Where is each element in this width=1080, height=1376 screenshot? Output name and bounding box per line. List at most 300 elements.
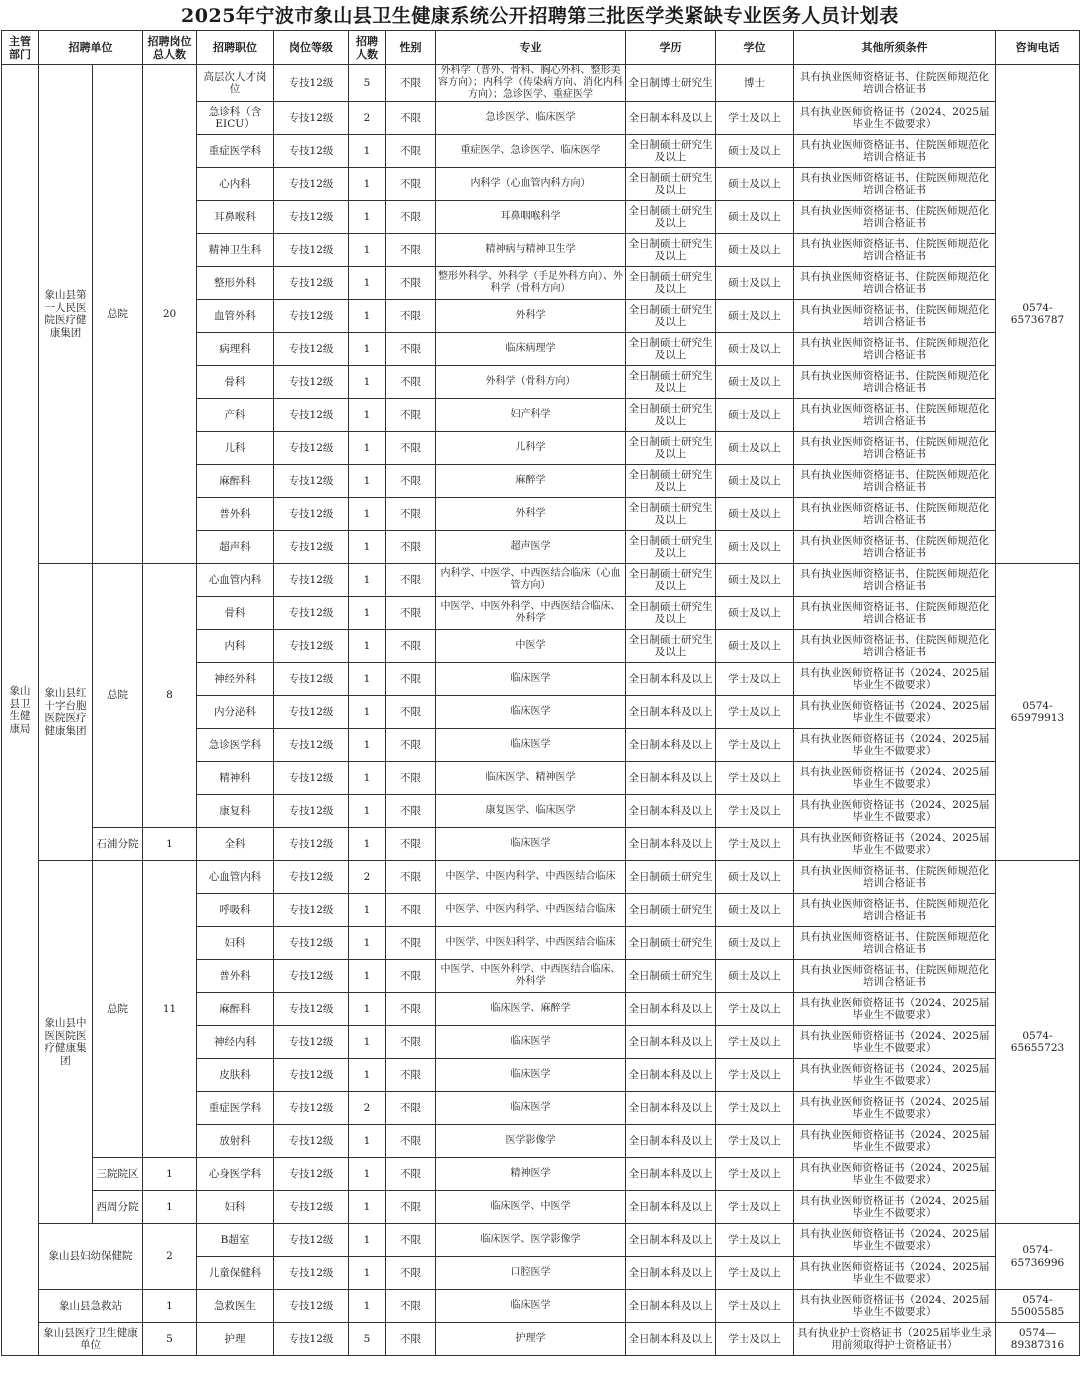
level-cell: 专技12级 [274, 267, 349, 300]
gender-cell: 不限 [386, 927, 436, 960]
position-cell: 麻醉科 [197, 465, 274, 498]
position-cell: 放射科 [197, 1125, 274, 1158]
count-cell: 1 [349, 960, 386, 993]
education-cell: 全日制硕士研究生 [626, 894, 716, 927]
level-cell: 专技12级 [274, 729, 349, 762]
gender-cell: 不限 [386, 333, 436, 366]
major-cell: 口腔医学 [436, 1257, 626, 1290]
total-cell: 11 [143, 861, 197, 1158]
degree-cell: 硕士及以上 [716, 267, 794, 300]
position-cell: 急诊医学科 [197, 729, 274, 762]
level-cell: 专技12级 [274, 1125, 349, 1158]
education-cell: 全日制硕士研究生及以上 [626, 201, 716, 234]
gender-cell: 不限 [386, 1059, 436, 1092]
degree-cell: 硕士及以上 [716, 861, 794, 894]
education-cell: 全日制本科及以上 [626, 1125, 716, 1158]
position-cell: 内科 [197, 630, 274, 663]
degree-cell: 学士及以上 [716, 1323, 794, 1356]
degree-cell: 学士及以上 [716, 1290, 794, 1323]
major-cell: 临床病理学 [436, 333, 626, 366]
header-degree: 学位 [716, 31, 794, 65]
subunit-cell: 总院 [93, 65, 143, 564]
major-cell: 临床医学、麻醉学 [436, 993, 626, 1026]
education-cell: 全日制硕士研究生及以上 [626, 168, 716, 201]
degree-cell: 硕士及以上 [716, 300, 794, 333]
position-cell: 精神科 [197, 762, 274, 795]
conditions-cell: 具有执业医师资格证书（2024、2025届毕业生不做要求） [794, 102, 996, 135]
gender-cell: 不限 [386, 1224, 436, 1257]
phone-cell: 0574-65979913 [996, 564, 1080, 861]
major-cell: 中医学、中医内科学、中西医结合临床 [436, 894, 626, 927]
gender-cell: 不限 [386, 1191, 436, 1224]
education-cell: 全日制本科及以上 [626, 1158, 716, 1191]
major-cell: 护理学 [436, 1323, 626, 1356]
gender-cell: 不限 [386, 366, 436, 399]
gender-cell: 不限 [386, 762, 436, 795]
gender-cell: 不限 [386, 234, 436, 267]
degree-cell: 博士 [716, 65, 794, 102]
conditions-cell: 具有执业医师资格证书、住院医师规范化培训合格证书 [794, 201, 996, 234]
unit-cell: 象山县医疗卫生健康单位 [39, 1323, 143, 1356]
position-cell: 骨科 [197, 597, 274, 630]
major-cell: 重症医学、急诊医学、临床医学 [436, 135, 626, 168]
gender-cell: 不限 [386, 267, 436, 300]
conditions-cell: 具有执业医师资格证书、住院医师规范化培训合格证书 [794, 135, 996, 168]
education-cell: 全日制硕士研究生及以上 [626, 432, 716, 465]
level-cell: 专技12级 [274, 201, 349, 234]
position-cell: 普外科 [197, 960, 274, 993]
education-cell: 全日制硕士研究生及以上 [626, 135, 716, 168]
table-row [2, 1290, 1080, 1323]
degree-cell: 硕士及以上 [716, 366, 794, 399]
education-cell: 全日制硕士研究生及以上 [626, 564, 716, 597]
conditions-cell: 具有执业医师资格证书、住院医师规范化培训合格证书 [794, 531, 996, 564]
degree-cell: 硕士及以上 [716, 927, 794, 960]
total-cell: 1 [143, 1158, 197, 1191]
major-cell: 内科学（心血管内科方向） [436, 168, 626, 201]
education-cell: 全日制本科及以上 [626, 1092, 716, 1125]
major-cell: 临床医学 [436, 696, 626, 729]
major-cell: 麻醉学 [436, 465, 626, 498]
page-title: 2025年宁波市象山县卫生健康系统公开招聘第三批医学类紧缺专业医务人员计划表 [181, 5, 899, 27]
degree-cell: 学士及以上 [716, 102, 794, 135]
education-cell: 全日制本科及以上 [626, 1323, 716, 1356]
major-cell: 中医学、中医外科学、中西医结合临床、外科学 [436, 960, 626, 993]
degree-cell: 硕士及以上 [716, 135, 794, 168]
major-cell: 整形外科学、外科学（手足外科方向）、外科学（骨科方向） [436, 267, 626, 300]
count-cell: 2 [349, 861, 386, 894]
conditions-cell: 具有执业医师资格证书、住院医师规范化培训合格证书 [794, 399, 996, 432]
degree-cell: 硕士及以上 [716, 960, 794, 993]
education-cell: 全日制硕士研究生及以上 [626, 498, 716, 531]
gender-cell: 不限 [386, 1158, 436, 1191]
total-cell: 20 [143, 65, 197, 564]
phone-cell: 0574-55005585 [996, 1290, 1080, 1323]
education-cell: 全日制本科及以上 [626, 1059, 716, 1092]
unit-cell: 象山县红十字台胞医院医疗健康集团 [39, 564, 93, 861]
phone-cell: 0574-65655723 [996, 861, 1080, 1224]
degree-cell: 学士及以上 [716, 762, 794, 795]
conditions-cell: 具有执业医师资格证书、住院医师规范化培训合格证书 [794, 960, 996, 993]
gender-cell: 不限 [386, 795, 436, 828]
gender-cell: 不限 [386, 399, 436, 432]
subunit-cell: 总院 [93, 564, 143, 828]
conditions-cell: 具有执业医师资格证书（2024、2025届毕业生不做要求） [794, 762, 996, 795]
count-cell: 2 [349, 102, 386, 135]
count-cell: 1 [349, 1026, 386, 1059]
major-cell: 临床医学 [436, 1026, 626, 1059]
conditions-cell: 具有执业医师资格证书（2024、2025届毕业生不做要求） [794, 1191, 996, 1224]
gender-cell: 不限 [386, 1323, 436, 1356]
major-cell: 中医学、中医内科学、中西医结合临床 [436, 861, 626, 894]
education-cell: 全日制本科及以上 [626, 1026, 716, 1059]
phone-cell: 0574-65736996 [996, 1224, 1080, 1290]
header-unit: 招聘单位 [39, 31, 143, 65]
level-cell: 专技12级 [274, 432, 349, 465]
level-cell: 专技12级 [274, 1092, 349, 1125]
level-cell: 专技12级 [274, 300, 349, 333]
count-cell: 1 [349, 234, 386, 267]
level-cell: 专技12级 [274, 894, 349, 927]
conditions-cell: 具有执业医师资格证书（2024、2025届毕业生不做要求） [794, 1092, 996, 1125]
position-cell: 精神卫生科 [197, 234, 274, 267]
position-cell: 护理 [197, 1323, 274, 1356]
level-cell: 专技12级 [274, 168, 349, 201]
count-cell: 1 [349, 894, 386, 927]
education-cell: 全日制硕士研究生及以上 [626, 234, 716, 267]
education-cell: 全日制博士研究生 [626, 65, 716, 102]
degree-cell: 学士及以上 [716, 828, 794, 861]
level-cell: 专技12级 [274, 366, 349, 399]
position-cell: 病理科 [197, 333, 274, 366]
conditions-cell: 具有执业医师资格证书（2024、2025届毕业生不做要求） [794, 1026, 996, 1059]
education-cell: 全日制硕士研究生及以上 [626, 333, 716, 366]
level-cell: 专技12级 [274, 1257, 349, 1290]
position-cell: 骨科 [197, 366, 274, 399]
conditions-cell: 具有执业医师资格证书、住院医师规范化培训合格证书 [794, 234, 996, 267]
conditions-cell: 具有执业医师资格证书（2024、2025届毕业生不做要求） [794, 663, 996, 696]
phone-cell: 0574—89387316 [996, 1323, 1080, 1356]
education-cell: 全日制硕士研究生及以上 [626, 267, 716, 300]
level-cell: 专技12级 [274, 1026, 349, 1059]
education-cell: 全日制硕士研究生及以上 [626, 597, 716, 630]
major-cell: 临床医学、医学影像学 [436, 1224, 626, 1257]
count-cell: 1 [349, 663, 386, 696]
table-row [2, 1191, 1080, 1224]
degree-cell: 硕士及以上 [716, 432, 794, 465]
department-cell: 象山县卫生健康局 [2, 65, 39, 1356]
gender-cell: 不限 [386, 1290, 436, 1323]
education-cell: 全日制本科及以上 [626, 663, 716, 696]
position-cell: 康复科 [197, 795, 274, 828]
header-level: 岗位等级 [274, 31, 349, 65]
count-cell: 1 [349, 630, 386, 663]
gender-cell: 不限 [386, 630, 436, 663]
level-cell: 专技12级 [274, 1290, 349, 1323]
conditions-cell: 具有执业医师资格证书、住院医师规范化培训合格证书 [794, 564, 996, 597]
education-cell: 全日制硕士研究生及以上 [626, 366, 716, 399]
unit-cell: 象山县中医医院医疗健康集团 [39, 861, 93, 1224]
education-cell: 全日制硕士研究生及以上 [626, 300, 716, 333]
level-cell: 专技12级 [274, 1323, 349, 1356]
education-cell: 全日制硕士研究生 [626, 960, 716, 993]
level-cell: 专技12级 [274, 762, 349, 795]
education-cell: 全日制本科及以上 [626, 1257, 716, 1290]
degree-cell: 硕士及以上 [716, 498, 794, 531]
count-cell: 1 [349, 564, 386, 597]
count-cell: 1 [349, 399, 386, 432]
education-cell: 全日制硕士研究生及以上 [626, 465, 716, 498]
level-cell: 专技12级 [274, 1224, 349, 1257]
level-cell: 专技12级 [274, 102, 349, 135]
conditions-cell: 具有执业医师资格证书、住院医师规范化培训合格证书 [794, 927, 996, 960]
education-cell: 全日制硕士研究生及以上 [626, 630, 716, 663]
level-cell: 专技12级 [274, 696, 349, 729]
header-phone: 咨询电话 [996, 31, 1080, 65]
gender-cell: 不限 [386, 861, 436, 894]
count-cell: 1 [349, 1257, 386, 1290]
gender-cell: 不限 [386, 894, 436, 927]
gender-cell: 不限 [386, 960, 436, 993]
count-cell: 1 [349, 1224, 386, 1257]
header-education: 学历 [626, 31, 716, 65]
level-cell: 专技12级 [274, 663, 349, 696]
unit-cell: 象山县第一人民医院医疗健康集团 [39, 65, 93, 564]
position-cell: 全科 [197, 828, 274, 861]
major-cell: 临床医学 [436, 663, 626, 696]
level-cell: 专技12级 [274, 234, 349, 267]
gender-cell: 不限 [386, 300, 436, 333]
position-cell: 心血管内科 [197, 861, 274, 894]
conditions-cell: 具有执业医师资格证书（2024、2025届毕业生不做要求） [794, 1125, 996, 1158]
header-major: 专业 [436, 31, 626, 65]
position-cell: 普外科 [197, 498, 274, 531]
degree-cell: 硕士及以上 [716, 399, 794, 432]
conditions-cell: 具有执业医师资格证书、住院医师规范化培训合格证书 [794, 65, 996, 102]
table-row [2, 828, 1080, 861]
major-cell: 外科学（普外、骨科、胸心外科、整形美容方向）；内科学（传染病方向、消化内科方向）；急诊医学、重症医学 [436, 65, 626, 102]
gender-cell: 不限 [386, 564, 436, 597]
count-cell: 1 [349, 927, 386, 960]
conditions-cell: 具有执业医师资格证书、住院医师规范化培训合格证书 [794, 861, 996, 894]
level-cell: 专技12级 [274, 135, 349, 168]
education-cell: 全日制硕士研究生 [626, 927, 716, 960]
position-cell: 产科 [197, 399, 274, 432]
subunit-cell: 三院院区 [93, 1158, 143, 1191]
education-cell: 全日制本科及以上 [626, 795, 716, 828]
conditions-cell: 具有执业医师资格证书（2024、2025届毕业生不做要求） [794, 1290, 996, 1323]
position-cell: 儿科 [197, 432, 274, 465]
gender-cell: 不限 [386, 465, 436, 498]
conditions-cell: 具有执业医师资格证书、住院医师规范化培训合格证书 [794, 432, 996, 465]
education-cell: 全日制硕士研究生及以上 [626, 531, 716, 564]
count-cell: 1 [349, 696, 386, 729]
total-cell: 8 [143, 564, 197, 828]
conditions-cell: 具有执业医师资格证书（2024、2025届毕业生不做要求） [794, 795, 996, 828]
position-cell: 重症医学科 [197, 135, 274, 168]
education-cell: 全日制本科及以上 [626, 993, 716, 1026]
major-cell: 急诊医学、临床医学 [436, 102, 626, 135]
degree-cell: 学士及以上 [716, 1092, 794, 1125]
header-gender: 性别 [386, 31, 436, 65]
conditions-cell: 具有执业医师资格证书（2024、2025届毕业生不做要求） [794, 729, 996, 762]
gender-cell: 不限 [386, 663, 436, 696]
education-cell: 全日制硕士研究生 [626, 861, 716, 894]
conditions-cell: 具有执业医师资格证书（2024、2025届毕业生不做要求） [794, 828, 996, 861]
level-cell: 专技12级 [274, 1158, 349, 1191]
unit-cell: 象山县急救站 [39, 1290, 143, 1323]
level-cell: 专技12级 [274, 399, 349, 432]
table-row [2, 564, 1080, 597]
header-total: 招聘岗位总人数 [143, 31, 197, 65]
level-cell: 专技12级 [274, 630, 349, 663]
count-cell: 1 [349, 993, 386, 1026]
conditions-cell: 具有执业医师资格证书、住院医师规范化培训合格证书 [794, 894, 996, 927]
degree-cell: 硕士及以上 [716, 564, 794, 597]
count-cell: 1 [349, 531, 386, 564]
gender-cell: 不限 [386, 1026, 436, 1059]
degree-cell: 学士及以上 [716, 1059, 794, 1092]
count-cell: 1 [349, 465, 386, 498]
position-cell: 高层次人才岗位 [197, 65, 274, 102]
conditions-cell: 具有执业医师资格证书（2024、2025届毕业生不做要求） [794, 1224, 996, 1257]
count-cell: 1 [349, 1191, 386, 1224]
major-cell: 中医学 [436, 630, 626, 663]
level-cell: 专技12级 [274, 927, 349, 960]
conditions-cell: 具有执业医师资格证书、住院医师规范化培训合格证书 [794, 168, 996, 201]
count-cell: 1 [349, 1158, 386, 1191]
education-cell: 全日制本科及以上 [626, 762, 716, 795]
gender-cell: 不限 [386, 432, 436, 465]
level-cell: 专技12级 [274, 795, 349, 828]
position-cell: 整形外科 [197, 267, 274, 300]
major-cell: 精神病与精神卫生学 [436, 234, 626, 267]
degree-cell: 学士及以上 [716, 1158, 794, 1191]
header-department: 主管部门 [2, 31, 39, 65]
position-cell: 神经外科 [197, 663, 274, 696]
major-cell: 超声医学 [436, 531, 626, 564]
count-cell: 1 [349, 333, 386, 366]
major-cell: 医学影像学 [436, 1125, 626, 1158]
education-cell: 全日制本科及以上 [626, 102, 716, 135]
count-cell: 1 [349, 201, 386, 234]
table-row [2, 1224, 1080, 1257]
conditions-cell: 具有执业医师资格证书、住院医师规范化培训合格证书 [794, 366, 996, 399]
major-cell: 耳鼻咽喉科学 [436, 201, 626, 234]
table-row [2, 65, 1080, 102]
level-cell: 专技12级 [274, 993, 349, 1026]
major-cell: 内科学、中医学、中西医结合临床（心血管方向） [436, 564, 626, 597]
degree-cell: 硕士及以上 [716, 531, 794, 564]
count-cell: 1 [349, 1290, 386, 1323]
education-cell: 全日制本科及以上 [626, 1224, 716, 1257]
table-row [2, 861, 1080, 894]
count-cell: 1 [349, 1059, 386, 1092]
position-cell: 重症医学科 [197, 1092, 274, 1125]
gender-cell: 不限 [386, 498, 436, 531]
unit-cell: 象山县妇幼保健院 [39, 1224, 143, 1290]
header-row [2, 31, 1080, 65]
degree-cell: 学士及以上 [716, 1026, 794, 1059]
position-cell: 内分泌科 [197, 696, 274, 729]
position-cell: 妇科 [197, 927, 274, 960]
subunit-cell: 总院 [93, 861, 143, 1158]
count-cell: 5 [349, 1323, 386, 1356]
count-cell: 1 [349, 828, 386, 861]
total-cell: 1 [143, 828, 197, 861]
position-cell: 心身医学科 [197, 1158, 274, 1191]
major-cell: 临床医学 [436, 1059, 626, 1092]
degree-cell: 硕士及以上 [716, 234, 794, 267]
position-cell: 心内科 [197, 168, 274, 201]
count-cell: 1 [349, 168, 386, 201]
major-cell: 儿科学 [436, 432, 626, 465]
major-cell: 临床医学 [436, 1290, 626, 1323]
major-cell: 外科学 [436, 498, 626, 531]
degree-cell: 硕士及以上 [716, 894, 794, 927]
count-cell: 1 [349, 1125, 386, 1158]
gender-cell: 不限 [386, 168, 436, 201]
degree-cell: 学士及以上 [716, 696, 794, 729]
education-cell: 全日制本科及以上 [626, 1191, 716, 1224]
phone-cell: 0574-65736787 [996, 65, 1080, 564]
subunit-cell: 石浦分院 [93, 828, 143, 861]
gender-cell: 不限 [386, 696, 436, 729]
total-cell: 1 [143, 1191, 197, 1224]
education-cell: 全日制硕士研究生及以上 [626, 399, 716, 432]
count-cell: 1 [349, 498, 386, 531]
level-cell: 专技12级 [274, 564, 349, 597]
position-cell: 麻醉科 [197, 993, 274, 1026]
degree-cell: 硕士及以上 [716, 465, 794, 498]
gender-cell: 不限 [386, 65, 436, 102]
conditions-cell: 具有执业医师资格证书、住院医师规范化培训合格证书 [794, 630, 996, 663]
conditions-cell: 具有执业医师资格证书、住院医师规范化培训合格证书 [794, 300, 996, 333]
degree-cell: 学士及以上 [716, 1224, 794, 1257]
major-cell: 精神医学 [436, 1158, 626, 1191]
gender-cell: 不限 [386, 1257, 436, 1290]
gender-cell: 不限 [386, 597, 436, 630]
count-cell: 1 [349, 729, 386, 762]
gender-cell: 不限 [386, 201, 436, 234]
conditions-cell: 具有执业医师资格证书、住院医师规范化培训合格证书 [794, 597, 996, 630]
level-cell: 专技12级 [274, 1191, 349, 1224]
major-cell: 外科学（骨科方向） [436, 366, 626, 399]
gender-cell: 不限 [386, 828, 436, 861]
total-cell: 2 [143, 1224, 197, 1290]
level-cell: 专技12级 [274, 498, 349, 531]
level-cell: 专技12级 [274, 828, 349, 861]
conditions-cell: 具有执业医师资格证书、住院医师规范化培训合格证书 [794, 333, 996, 366]
header-conditions: 其他所须条件 [794, 31, 996, 65]
count-cell: 2 [349, 1092, 386, 1125]
recruitment-plan-table [1, 30, 1080, 1356]
level-cell: 专技12级 [274, 861, 349, 894]
conditions-cell: 具有执业医师资格证书（2024、2025届毕业生不做要求） [794, 1059, 996, 1092]
total-cell: 5 [143, 1323, 197, 1356]
subunit-cell: 西周分院 [93, 1191, 143, 1224]
degree-cell: 学士及以上 [716, 663, 794, 696]
degree-cell: 硕士及以上 [716, 597, 794, 630]
degree-cell: 硕士及以上 [716, 630, 794, 663]
level-cell: 专技12级 [274, 531, 349, 564]
position-cell: 妇科 [197, 1191, 274, 1224]
count-cell: 1 [349, 597, 386, 630]
count-cell: 1 [349, 135, 386, 168]
education-cell: 全日制本科及以上 [626, 828, 716, 861]
level-cell: 专技12级 [274, 65, 349, 102]
gender-cell: 不限 [386, 135, 436, 168]
